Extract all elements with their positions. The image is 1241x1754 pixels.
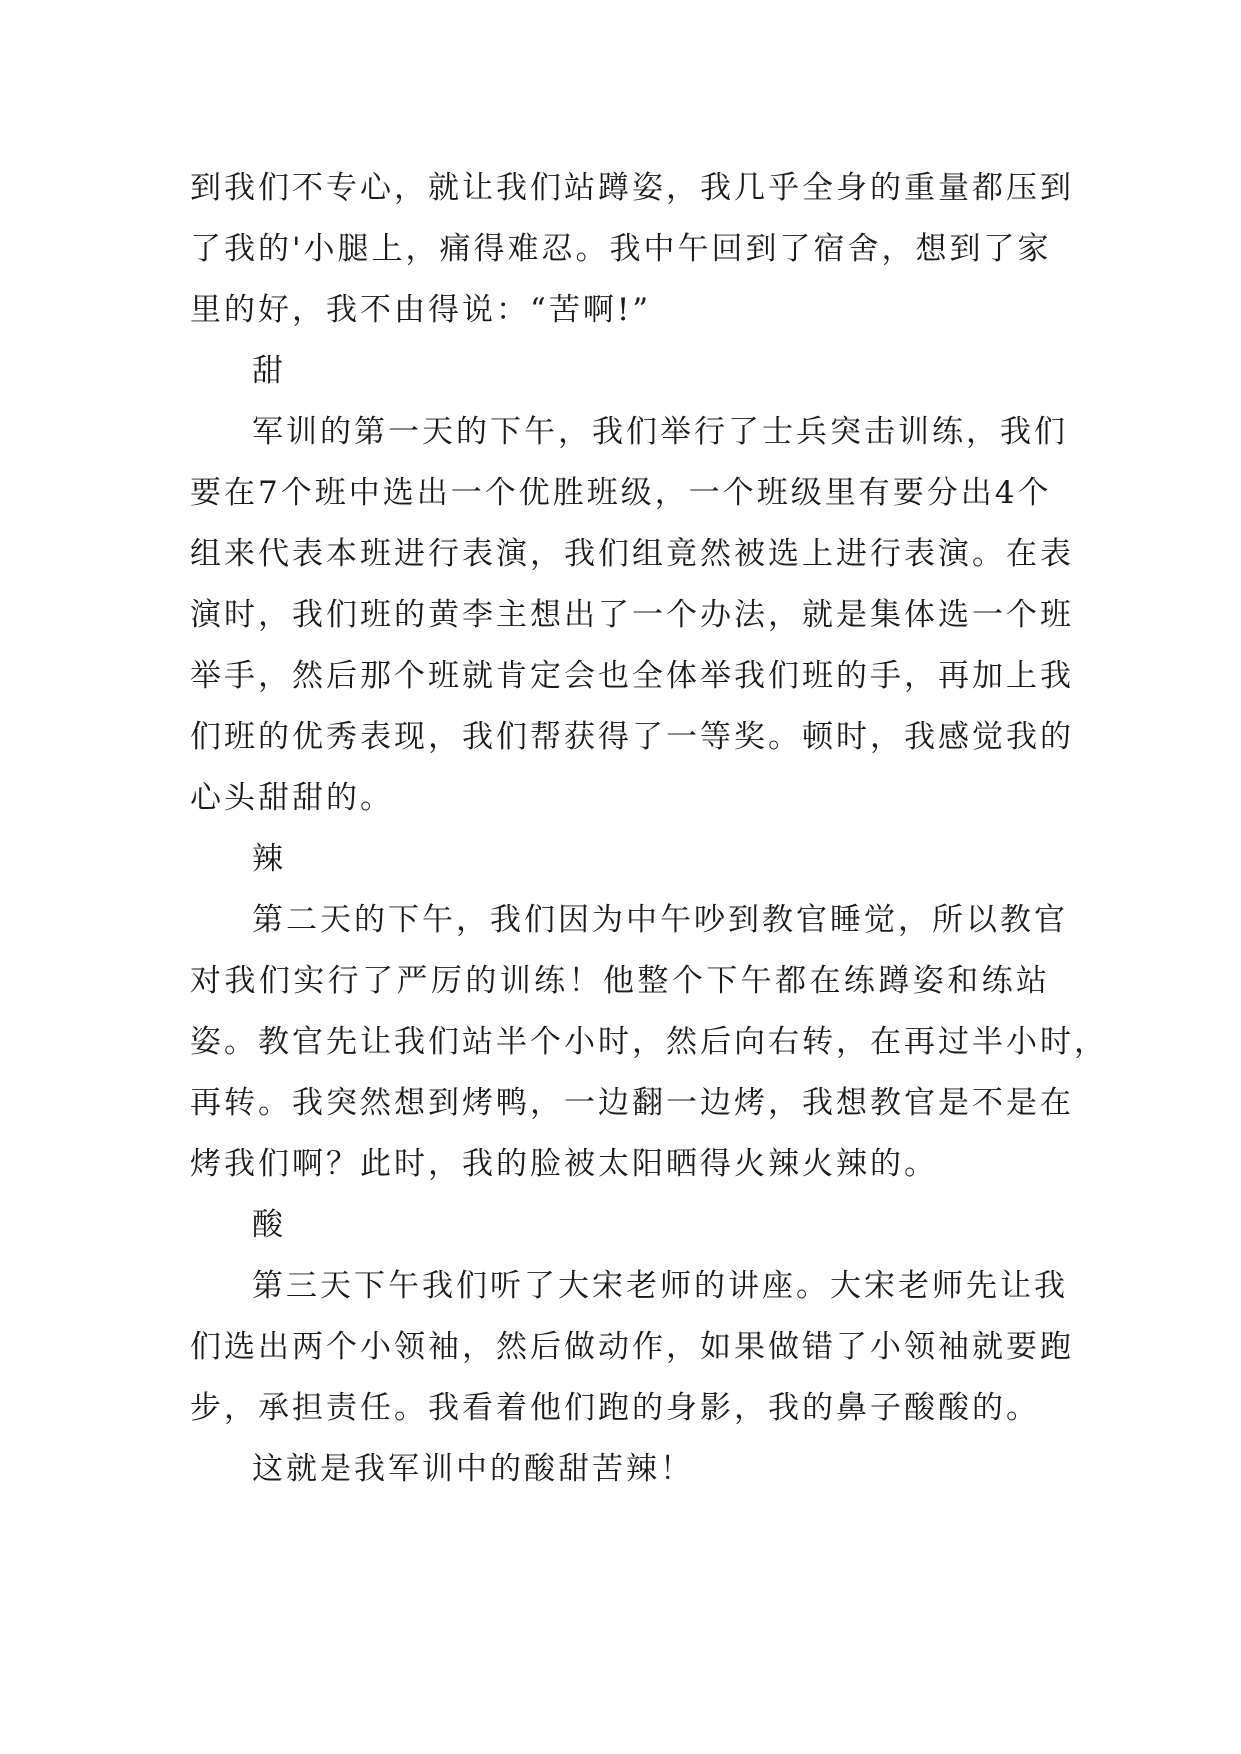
text-line: 了我的'小腿上，痛得难忍。我中午回到了宿舍，想到了家 xyxy=(190,231,1052,267)
section-heading-text: 辣 xyxy=(252,841,286,877)
text-line: 演时，我们班的黄李主想出了一个办法，就是集体选一个班 xyxy=(190,597,1074,633)
section-heading-sour xyxy=(190,1195,1050,1256)
paragraph-bitter-continued xyxy=(190,158,1074,341)
text-line: 对我们实行了严厉的训练！他整个下午都在练蹲姿和练站 xyxy=(190,963,1050,999)
paragraph-conclusion xyxy=(190,1439,1050,1500)
text-line: 到我们不专心，就让我们站蹲姿，我几乎全身的重量都压到 xyxy=(190,170,1074,206)
text-line: 第三天下午我们听了大宋老师的讲座。大宋老师先让我 xyxy=(252,1268,1068,1304)
document-body xyxy=(190,158,1108,1500)
text-line: 里的好，我不由得说：“苦啊!” xyxy=(190,292,652,328)
text-line: 再转。我突然想到烤鸭，一边翻一边烤，我想教官是不是在 xyxy=(190,1085,1074,1121)
text-line: 姿。教官先让我们站半个小时，然后向右转，在再过半小时， xyxy=(190,1024,1108,1060)
section-heading-sweet xyxy=(190,341,1050,402)
section-heading-text: 甜 xyxy=(252,353,286,389)
paragraph-sour xyxy=(190,1256,1074,1439)
text-line: 军训的第一天的下午，我们举行了士兵突击训练，我们 xyxy=(252,414,1068,450)
text-line: 第二天的下午，我们因为中午吵到教官睡觉，所以教官 xyxy=(252,902,1068,938)
text-line: 要在7个班中选出一个优胜班级，一个班级里有要分出4个 xyxy=(190,475,1052,511)
text-line: 举手，然后那个班就肯定会也全体举我们班的手，再加上我 xyxy=(190,658,1074,694)
text-line: 步，承担责任。我看着他们跑的身影，我的鼻子酸酸的。 xyxy=(190,1390,1040,1426)
paragraph-spicy xyxy=(190,890,1108,1195)
text-line: 们班的优秀表现，我们帮获得了一等奖。顿时，我感觉我的 xyxy=(190,719,1074,755)
section-heading-text: 酸 xyxy=(252,1207,286,1243)
paragraph-sweet xyxy=(190,402,1074,829)
section-heading-spicy xyxy=(190,829,1050,890)
text-line: 烤我们啊？此时，我的脸被太阳晒得火辣火辣的。 xyxy=(190,1146,938,1182)
text-line: 这就是我军训中的酸甜苦辣！ xyxy=(252,1451,694,1487)
text-line: 们选出两个小领袖，然后做动作，如果做错了小领袖就要跑 xyxy=(190,1329,1074,1365)
text-line: 心头甜甜的。 xyxy=(190,780,394,816)
text-line: 组来代表本班进行表演，我们组竟然被选上进行表演。在表 xyxy=(190,536,1074,572)
